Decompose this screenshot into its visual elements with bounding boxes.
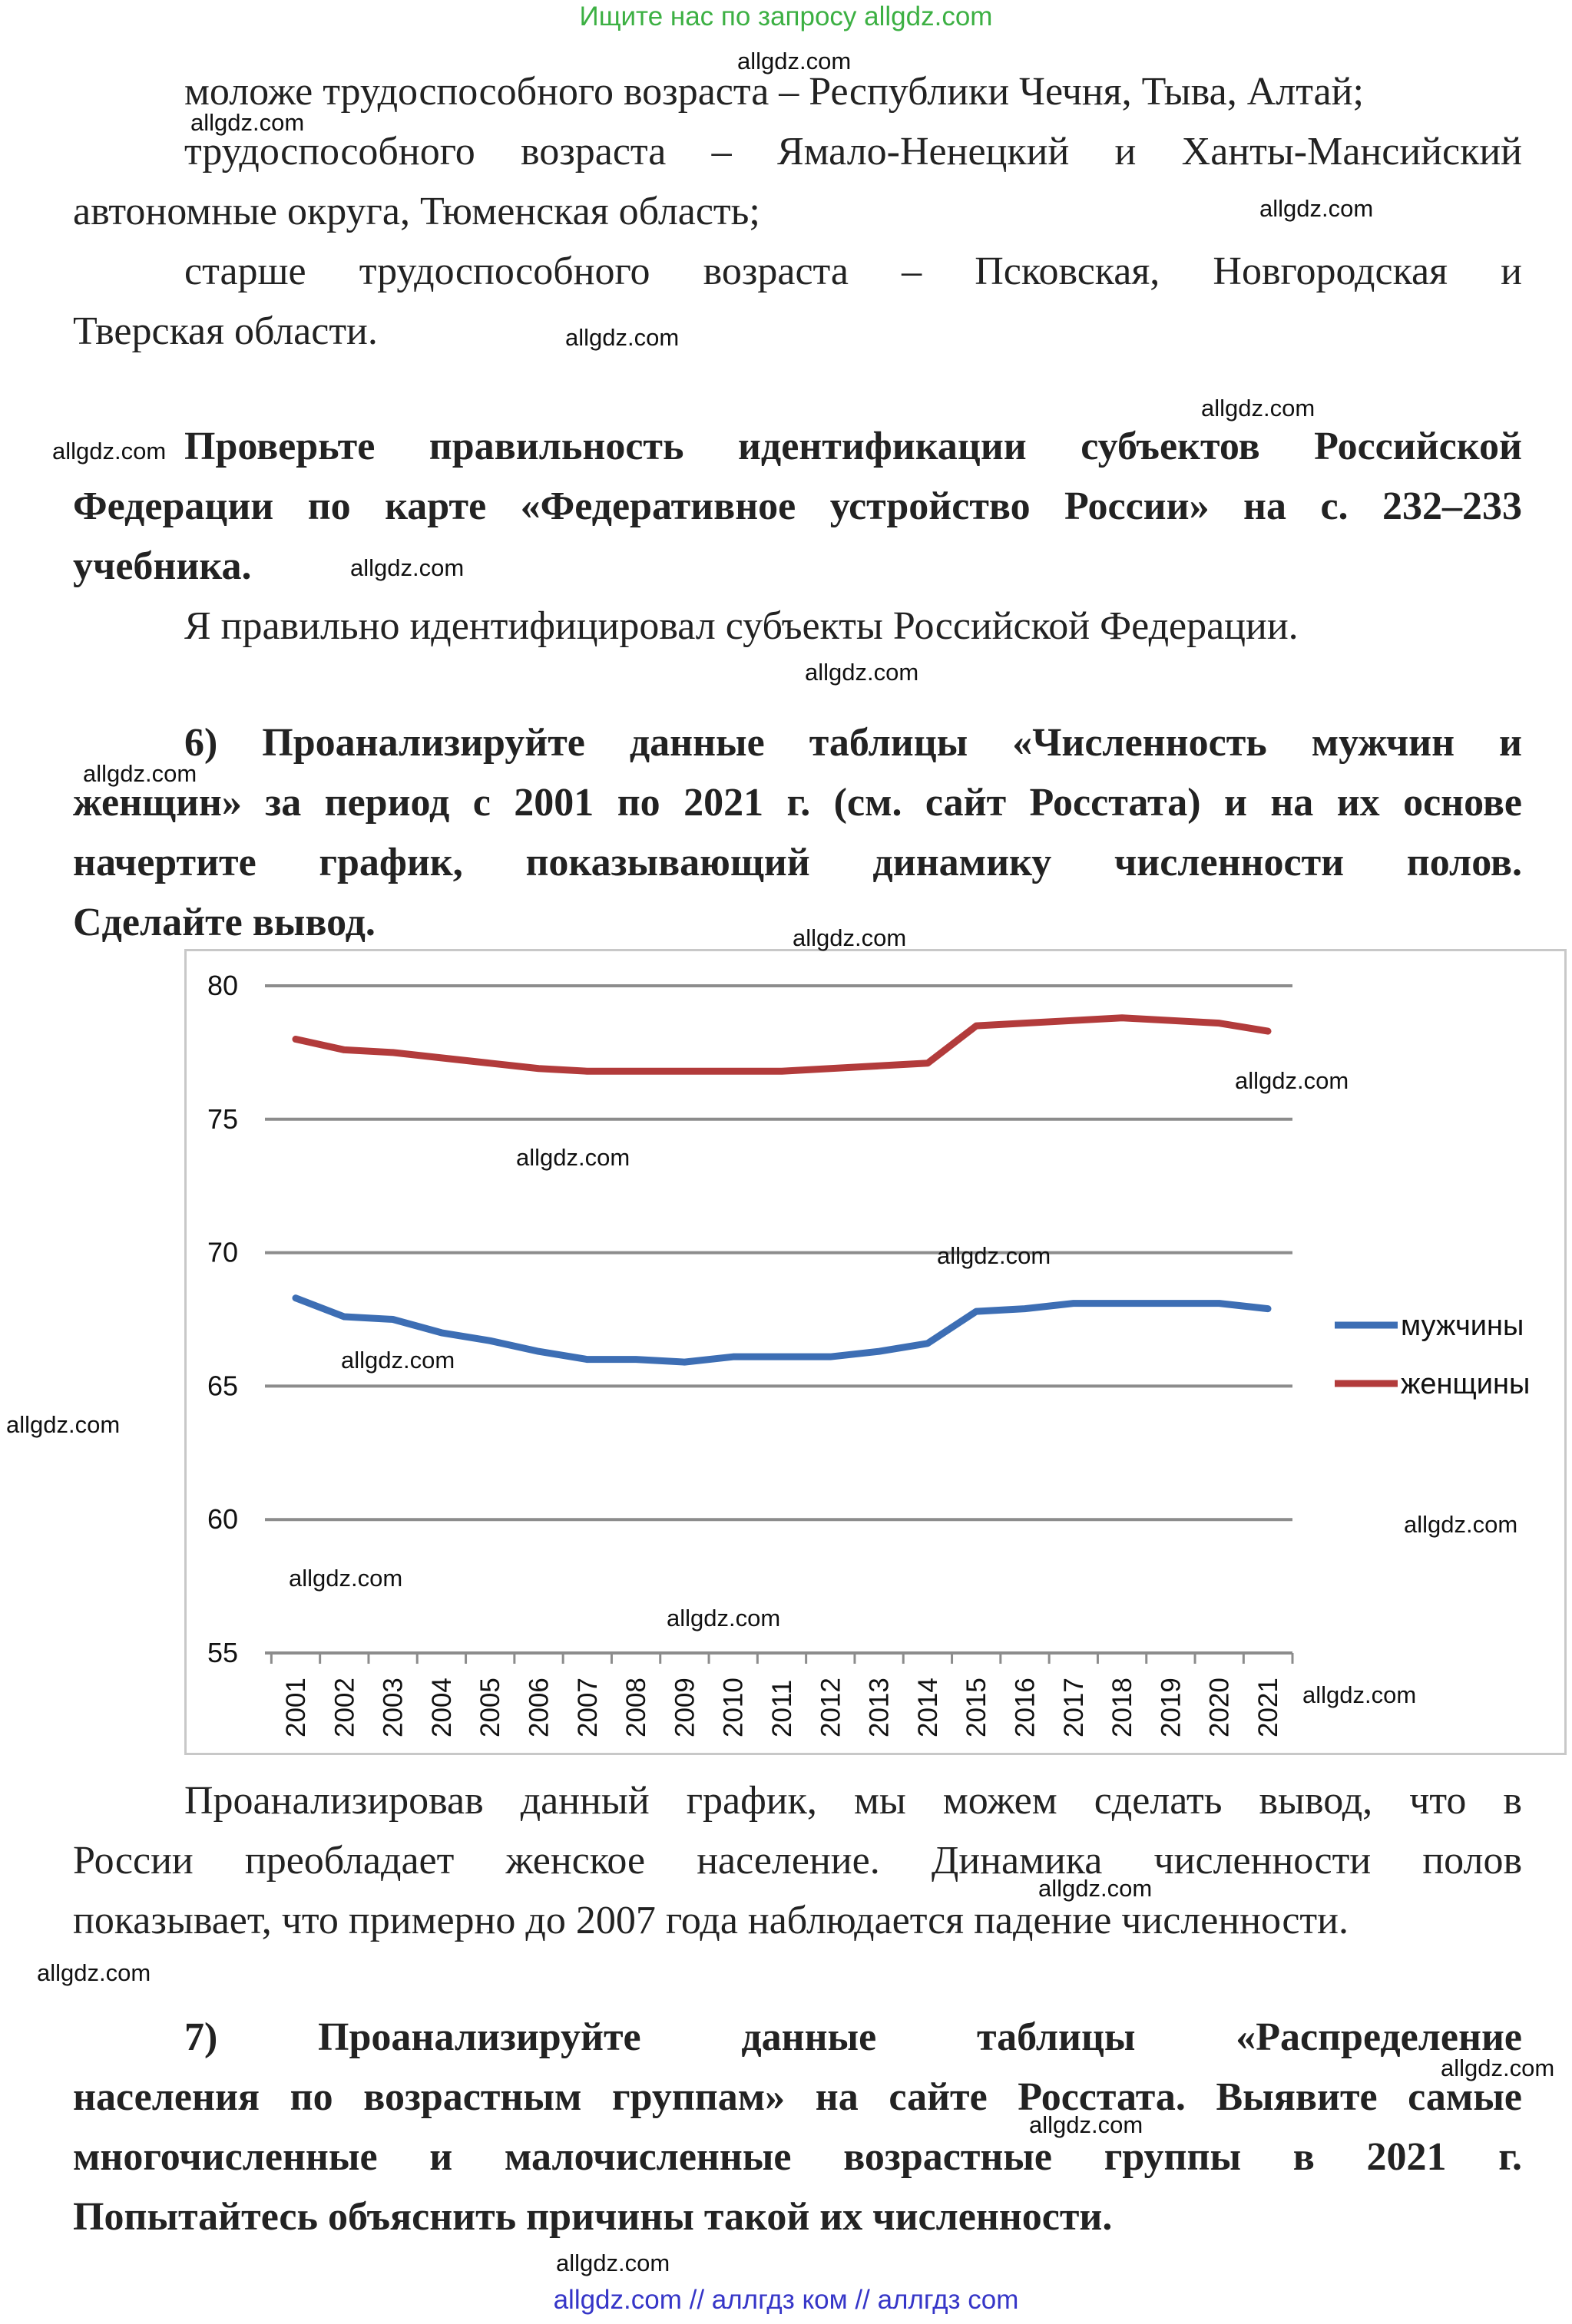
watermark: allgdz.com (341, 1347, 455, 1374)
y-tick-label: 80 (207, 970, 239, 1001)
watermark: allgdz.com (350, 554, 465, 581)
watermark: allgdz.com (1404, 1511, 1518, 1538)
question-line: Попытайтесь объяснить причины такой их численности. (73, 2195, 1113, 2239)
watermark: allgdz.com (52, 438, 167, 464)
x-tick-label: 2011 (767, 1679, 797, 1737)
x-tick-label: 2019 (1156, 1678, 1186, 1737)
watermark: allgdz.com (1441, 2055, 1555, 2081)
x-tick-label: 2004 (426, 1678, 457, 1737)
question-line: Сделайте вывод. (73, 901, 376, 944)
x-tick-label: 2017 (1058, 1678, 1089, 1737)
watermark: allgdz.com (37, 1959, 151, 1986)
watermark: allgdz.com (1038, 1875, 1153, 1902)
y-tick-label: 55 (207, 1637, 239, 1668)
x-tick-label: 2003 (378, 1678, 409, 1737)
watermark: allgdz.com (83, 760, 197, 787)
x-tick-label: 2009 (670, 1678, 700, 1737)
x-tick-label: 2001 (281, 1678, 311, 1737)
watermark: allgdz.com (1201, 395, 1316, 421)
watermark: allgdz.com (805, 659, 919, 686)
watermark: allgdz.com (667, 1605, 781, 1631)
watermark: allgdz.com (737, 48, 852, 74)
watermark: allgdz.com (556, 2250, 670, 2276)
top-banner[interactable]: Ищите нас по запросу allgdz.com (579, 2, 993, 31)
x-tick-label: 2007 (572, 1678, 603, 1737)
watermark: allgdz.com (1302, 1681, 1417, 1708)
x-tick-label: 2018 (1107, 1678, 1138, 1737)
x-tick-label: 2020 (1204, 1678, 1235, 1737)
y-tick-label: 60 (207, 1503, 239, 1536)
y-tick-label: 65 (207, 1370, 239, 1402)
x-tick-label: 2002 (329, 1678, 360, 1737)
watermark: allgdz.com (793, 924, 907, 951)
question-line: женщин» за период с 2001 по 2021 г. (см. сайт Росстата) и на их основе (73, 781, 1522, 825)
text-line: Проанализировав данный график, мы можем сделать вывод, что в (184, 1779, 1522, 1823)
x-tick-label: 2012 (816, 1678, 846, 1737)
watermark: allgdz.com (6, 1411, 121, 1438)
legend-label: мужчины (1401, 1310, 1524, 1342)
x-tick-label: 2021 (1253, 1678, 1283, 1737)
text-line: трудоспособного возраста – Ямало-Ненецкий и Ханты-Мансийский (184, 130, 1522, 174)
answer-line: Я правильно идентифицировал субъекты Российской Федерации. (184, 604, 1299, 648)
question-line: многочисленные и малочисленные возрастные группы в 2021 г. (73, 2135, 1522, 2179)
x-tick-label: 2015 (961, 1678, 992, 1737)
x-tick-label: 2013 (864, 1678, 895, 1737)
bottom-banner[interactable]: allgdz.com // аллгдз ком // аллгдз com (553, 2285, 1019, 2315)
watermark: allgdz.com (1259, 195, 1374, 222)
x-tick-label: 2008 (621, 1678, 652, 1737)
watermark: allgdz.com (190, 109, 305, 136)
watermark: allgdz.com (289, 1565, 403, 1592)
text-line: Тверская области. (73, 309, 378, 353)
question-line: Проверьте правильность идентификации субъектов Российской (184, 425, 1522, 468)
y-tick-label: 75 (207, 1102, 239, 1135)
question-line: 7) Проанализируйте данные таблицы «Распределение (184, 2015, 1522, 2059)
question-line: начертите график, показывающий динамику численности полов. (73, 841, 1522, 884)
text-line: старше трудоспособного возраста – Псковская, Новгородская и (184, 250, 1522, 293)
watermark: allgdz.com (565, 324, 680, 351)
watermark: allgdz.com (1235, 1067, 1349, 1094)
x-tick-label: 2006 (524, 1678, 554, 1737)
text-line: показывает, что примерно до 2007 года наблюдается падение численности. (73, 1899, 1349, 1942)
question-line: Федерации по карте «Федеративное устройство России» на с. 232–233 (73, 484, 1522, 528)
text-line: автономные округа, Тюменская область; (73, 190, 760, 233)
text-line: моложе трудоспособного возраста – Республики Чечня, Тыва, Алтай; (184, 70, 1364, 114)
legend-label: женщины (1401, 1368, 1531, 1400)
x-tick-label: 2005 (475, 1678, 506, 1737)
watermark: allgdz.com (516, 1144, 630, 1171)
watermark: allgdz.com (1029, 2111, 1143, 2138)
x-tick-label: 2014 (912, 1678, 943, 1737)
question-line: учебника. (73, 544, 252, 588)
x-tick-label: 2010 (718, 1678, 749, 1737)
text-line: России преобладает женское население. Динамика численности полов (73, 1839, 1522, 1883)
question-line: 6) Проанализируйте данные таблицы «Численность мужчин и (184, 721, 1522, 765)
y-tick-label: 70 (207, 1236, 239, 1268)
question-line: населения по возрастным группам» на сайте Росстата. Выявите самые (73, 2075, 1522, 2119)
series-line-женщины (296, 1018, 1268, 1072)
watermark: allgdz.com (937, 1242, 1051, 1269)
x-tick-label: 2016 (1010, 1678, 1041, 1737)
